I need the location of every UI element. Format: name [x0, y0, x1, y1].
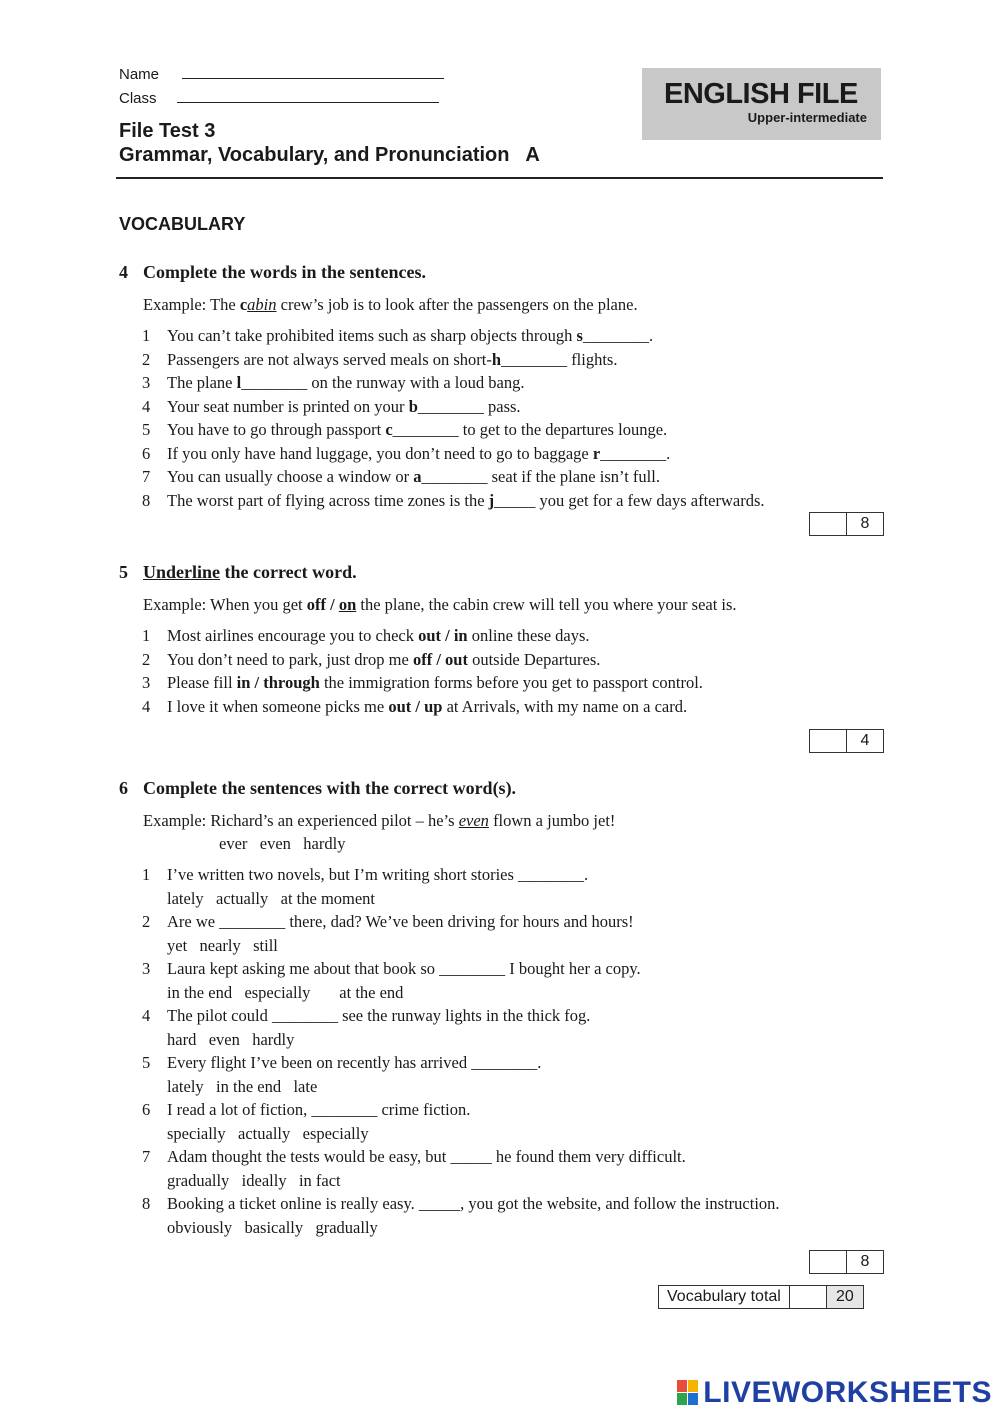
q5-item-text-end: at Arrivals, with my name on a card.	[442, 696, 688, 716]
q5-example-option-2: on	[338, 595, 357, 614]
q6-item-sentence[interactable]: Are we ________ there, dad? We’ve been driving for hours and hours!	[167, 912, 634, 931]
q6-item-options: yet nearly still	[167, 936, 278, 955]
q6-item-options: obviously basically gradually	[167, 1218, 378, 1237]
q5-item-number: 1	[142, 626, 151, 645]
q6-item-sentence[interactable]: Laura kept asking me about that book so ________ I bought her a copy.	[167, 959, 641, 978]
q6-item-options: hard even hardly	[167, 1030, 295, 1049]
q4-example-answer: abin	[247, 295, 277, 314]
q6-number: 6	[119, 778, 128, 798]
q4-item-number: 1	[142, 326, 151, 345]
q4-title: Complete the words in the sentences.	[143, 262, 426, 282]
q4-item-sentence	[167, 491, 765, 511]
q6-item-number: 5	[142, 1053, 151, 1072]
liveworksheets-text: LIVEWORKSHEETS	[703, 1376, 992, 1409]
q5-item-sentence	[167, 626, 590, 646]
q6-item-number: 4	[142, 1006, 151, 1025]
q5-item-sentence	[167, 697, 687, 717]
logo-level: Upper-intermediate	[747, 110, 867, 125]
q5-item-text-end: outside Departures.	[467, 649, 601, 669]
section-title: VOCABULARY	[119, 214, 246, 234]
q6-example-options: ever even hardly	[219, 834, 346, 853]
q4-item-blank[interactable]: ________ to get to the departures lounge.	[392, 420, 668, 439]
q4-item-number: 7	[142, 467, 151, 486]
q4-item-letter: j	[488, 490, 495, 510]
q6-item-options: lately in the end late	[167, 1077, 318, 1096]
q4-item-letter: h	[491, 349, 502, 369]
english-file-logo	[642, 68, 881, 140]
q5-item-text: Please fill	[167, 673, 237, 692]
q4-example-letter: c	[239, 295, 248, 314]
q4-example-suffix: crew’s job is to look after the passengers on the plane.	[276, 295, 638, 314]
vocabulary-total-max: 20	[827, 1286, 863, 1308]
q5-item-text-end: online these days.	[467, 626, 590, 645]
q5-item-options[interactable]: out / up	[388, 696, 443, 716]
q4-item-number: 6	[142, 443, 151, 463]
test-subtitle-row	[119, 144, 540, 167]
q5-example-option-1: off /	[306, 595, 339, 614]
liveworksheets-icon	[677, 1380, 699, 1406]
q4-item-text: The plane	[167, 373, 237, 392]
q5-item-options[interactable]: out / in	[418, 626, 468, 645]
q4-item-blank[interactable]: _____ you get for a few days afterwards.	[494, 490, 765, 510]
q6-item-sentence[interactable]: Booking a ticket online is really easy. _____, you got the website, and follow the instruction.	[167, 1194, 780, 1213]
q5-item-number: 3	[142, 673, 151, 692]
q6-item-number: 3	[142, 959, 151, 978]
q4-item-sentence	[167, 397, 521, 417]
q4-item-letter: r	[592, 443, 601, 463]
q6-score-input[interactable]	[810, 1251, 847, 1273]
q5-example	[143, 595, 737, 615]
q4-item-text: You have to go through passport	[167, 420, 386, 439]
q4-score-input[interactable]	[810, 513, 847, 535]
q4-item-text: Passengers are not always served meals on short-	[167, 349, 492, 369]
q5-score-box	[809, 729, 884, 753]
q4-item-text: You can usually choose a window or	[167, 467, 414, 486]
q4-item-sentence	[167, 467, 660, 487]
q4-item-letter: c	[385, 420, 393, 439]
name-input[interactable]	[182, 64, 444, 79]
q4-item-text: Your seat number is printed on your	[167, 396, 409, 416]
header-divider	[116, 177, 883, 179]
q5-item-number: 2	[142, 649, 151, 669]
class-label: Class	[119, 90, 157, 107]
test-version: A	[525, 144, 540, 166]
q5-item-text: Most airlines encourage you to check	[167, 626, 419, 645]
q5-number: 5	[119, 562, 128, 582]
q6-item-options: specially actually especially	[167, 1124, 369, 1143]
q4-item-letter: s	[576, 326, 583, 345]
test-title: File Test 3	[119, 120, 216, 142]
q6-example-answer: even	[458, 811, 489, 830]
q6-item-number: 1	[142, 865, 151, 884]
q5-score-max: 4	[847, 730, 883, 752]
q6-item-number: 8	[142, 1194, 151, 1213]
q6-item-number: 2	[142, 912, 151, 931]
logo-title: ENGLISH FILE	[664, 78, 858, 110]
q4-item-blank[interactable]: ________.	[582, 326, 654, 345]
q4-score-max: 8	[847, 513, 883, 535]
q5-item-sentence	[167, 650, 600, 670]
q6-item-sentence[interactable]: I read a lot of fiction, ________ crime fiction.	[167, 1100, 471, 1119]
class-row	[119, 88, 439, 107]
q6-item-sentence[interactable]: I’ve written two novels, but I’m writing short stories ________.	[167, 865, 589, 884]
q4-item-blank[interactable]: ________ pass.	[417, 396, 521, 416]
class-input[interactable]	[177, 88, 439, 103]
q5-score-input[interactable]	[810, 730, 847, 752]
q6-item-number: 6	[142, 1100, 151, 1119]
q5-item-text: I love it when someone picks me	[167, 696, 389, 716]
q4-item-letter: a	[413, 467, 422, 486]
q6-item-options: gradually ideally in fact	[167, 1171, 341, 1190]
q6-item-sentence[interactable]: Adam thought the tests would be easy, but _____ he found them very difficult.	[167, 1147, 686, 1166]
q4-example-prefix: Example: The	[143, 295, 240, 314]
vocabulary-total-box	[658, 1285, 864, 1309]
q6-item-options: lately actually at the moment	[167, 889, 376, 908]
vocabulary-total-label: Vocabulary total	[659, 1286, 790, 1308]
q5-item-text: You don’t need to park, just drop me	[167, 649, 413, 669]
test-subtitle: Grammar, Vocabulary, and Pronunciation	[119, 144, 510, 166]
q4-item-blank[interactable]: ________ seat if the plane isn’t full.	[421, 467, 660, 486]
q4-item-blank[interactable]: ________ flights.	[501, 349, 618, 369]
q4-score-box	[809, 512, 884, 536]
q4-item-number: 5	[142, 420, 151, 439]
q4-item-blank[interactable]: ________ on the runway with a loud bang.	[241, 373, 525, 392]
q6-score-box	[809, 1250, 884, 1274]
name-label: Name	[119, 66, 160, 83]
q5-item-sentence	[167, 673, 703, 693]
q6-item-sentence[interactable]: Every flight I’ve been on recently has arrived ________.	[167, 1053, 542, 1072]
q4-item-text: You can’t take prohibited items such as sharp objects through	[167, 326, 577, 345]
q6-item-number: 7	[142, 1147, 151, 1166]
q4-item-sentence	[167, 373, 524, 393]
q5-item-options[interactable]: off / out	[412, 649, 468, 669]
q5-example-prefix: Example: When you get	[143, 595, 307, 614]
q4-item-number: 3	[142, 373, 151, 392]
q5-title-underlined: Underline	[143, 562, 221, 582]
q6-item-sentence[interactable]: The pilot could ________ see the runway lights in the thick fog.	[167, 1006, 591, 1025]
q6-title: Complete the sentences with the correct word(s).	[143, 778, 517, 798]
q6-example-suffix: flown a jumbo jet!	[488, 811, 616, 830]
q4-example	[143, 295, 638, 315]
q5-example-suffix: the plane, the cabin crew will tell you where your seat is.	[356, 595, 737, 614]
q4-item-sentence	[167, 350, 617, 370]
q5-item-options[interactable]: in / through	[236, 673, 320, 692]
q5-item-text-end: the immigration forms before you get to passport control.	[319, 673, 703, 692]
q4-item-text: The worst part of flying across time zones is the	[167, 490, 489, 510]
vocabulary-total-input[interactable]	[790, 1286, 827, 1308]
q6-item-options: in the end especially at the end	[167, 983, 404, 1002]
q4-number: 4	[119, 262, 128, 282]
q4-item-letter: l	[236, 373, 242, 392]
name-row	[119, 64, 444, 83]
q6-example-prefix: Example: Richard’s an experienced pilot – he’s	[143, 811, 459, 830]
q4-item-sentence	[167, 444, 670, 464]
q4-item-number: 2	[142, 349, 151, 369]
q6-score-max: 8	[847, 1251, 883, 1273]
q4-item-sentence	[167, 326, 653, 346]
q6-example	[143, 811, 615, 831]
q4-item-blank[interactable]: ________.	[600, 443, 671, 463]
q4-item-number: 8	[142, 490, 151, 510]
q5-title-rest: the correct word.	[220, 562, 357, 582]
q4-item-sentence	[167, 420, 667, 440]
liveworksheets-logo	[677, 1376, 992, 1410]
q5-title	[143, 562, 357, 583]
q5-item-number: 4	[142, 696, 151, 716]
q4-item-text: If you only have hand luggage, you don’t need to go to baggage	[167, 443, 593, 463]
q4-item-letter: b	[408, 396, 418, 416]
q4-item-number: 4	[142, 396, 151, 416]
